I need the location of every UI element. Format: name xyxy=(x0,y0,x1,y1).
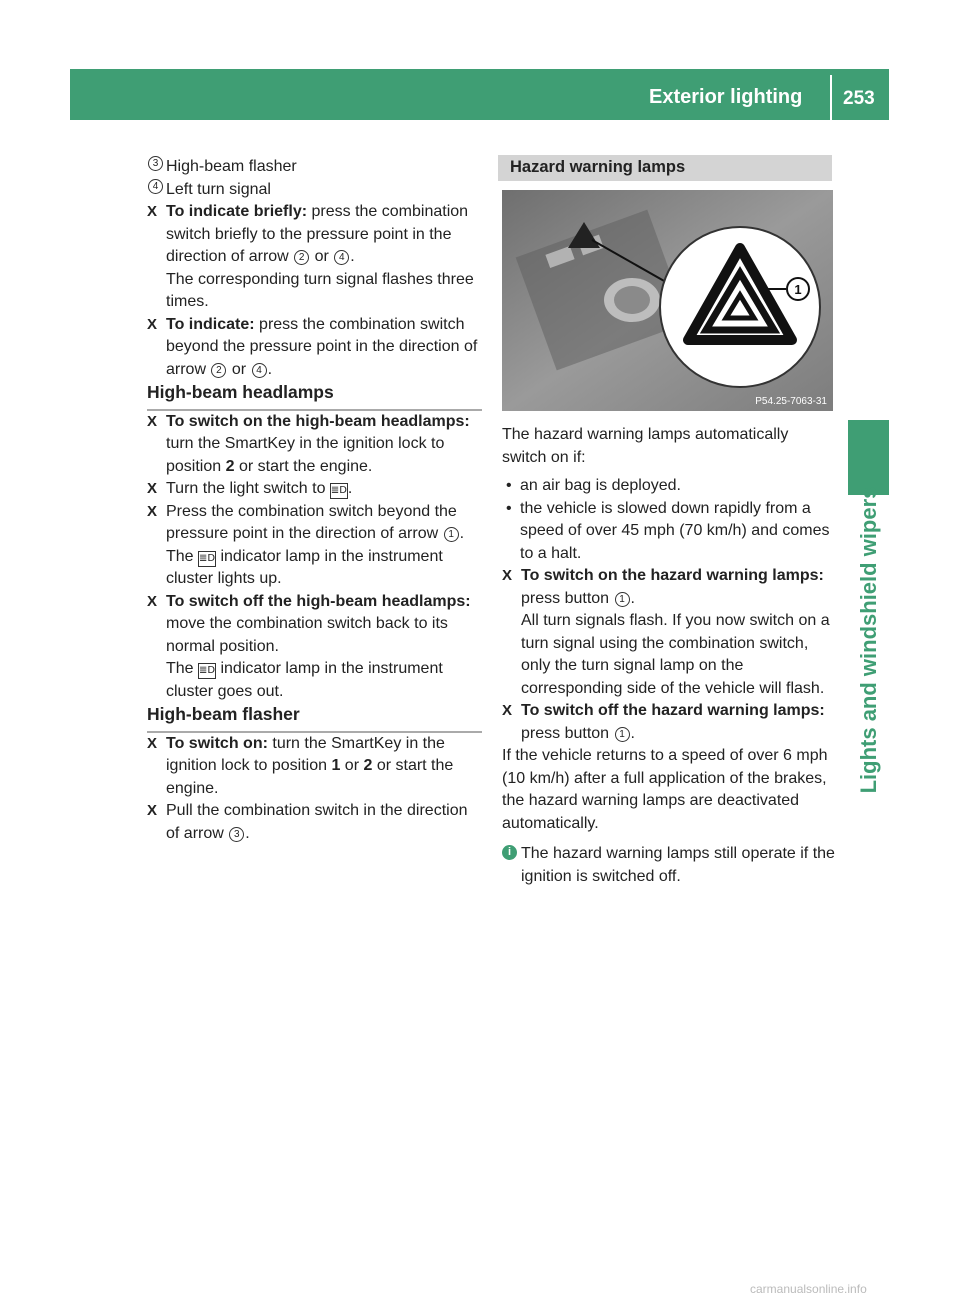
legend-item-4: 4 Left turn signal xyxy=(147,179,482,202)
chapter-tab xyxy=(848,420,889,495)
page-number: 253 xyxy=(843,88,875,109)
instruction-step: X Turn the light switch to ≣D. xyxy=(147,478,482,501)
figure-code: P54.25-7063-31 xyxy=(755,396,827,407)
instruction-step: X To switch on: turn the SmartKey in the ignition lock to position 1 or 2 or start the engine. xyxy=(147,734,454,797)
paragraph: If the vehicle returns to a speed of over 6 mph (10 km/h) after a full application of the brakes, the hazard warning lamps are deactivated automatically. xyxy=(502,747,828,832)
step-arrow-icon: X xyxy=(147,592,158,610)
list-item: • an air bag is deployed. xyxy=(506,477,681,494)
high-beam-icon: ≣D xyxy=(330,483,348,499)
instruction-step: X Press the combination switch beyond the pressure point in the direction of arrow 1 . The ≣D indicator lamp in the instrument cluster lights up. xyxy=(147,502,465,587)
instruction-step: X To switch off the high-beam headlamps: move the combination switch back to its normal position. The ≣D indicator lamp in the instrument cluster goes out. xyxy=(147,592,471,700)
list-item: • the vehicle is slowed down rapidly from a speed of over 45 mph (70 km/h) and comes to a halt. xyxy=(506,499,830,562)
step-arrow-icon: X xyxy=(147,734,158,752)
section-heading-hazard: Hazard warning lamps xyxy=(498,155,832,181)
info-icon: i xyxy=(502,845,517,860)
section-heading-high-beam-flasher: High-beam flasher xyxy=(147,703,482,733)
section-title: Exterior lighting xyxy=(649,86,803,108)
step-arrow-icon: X xyxy=(147,203,158,220)
left-column xyxy=(147,156,482,845)
step-arrow-icon: X xyxy=(147,502,158,520)
section-heading-high-beam-headlamps: High-beam headlamps xyxy=(147,381,482,411)
instruction-step: X Pull the combination switch in the direction of arrow 3 . xyxy=(147,802,468,842)
figure-callout-1: 1 xyxy=(794,282,802,297)
step-arrow-icon: X xyxy=(147,315,158,333)
step-arrow-icon: X xyxy=(147,480,158,497)
step-arrow-icon: X xyxy=(502,567,513,584)
high-beam-icon: ≣D xyxy=(198,663,216,679)
chapter-label: Lights and windshield wipers xyxy=(855,486,881,794)
step-arrow-icon: X xyxy=(147,802,158,819)
legend-item-3: 3 High-beam flasher xyxy=(147,156,482,179)
callout-4: 4 xyxy=(148,179,163,194)
high-beam-icon: ≣D xyxy=(198,551,216,567)
instruction-step: X To switch on the high-beam headlamps: turn the SmartKey in the ignition lock to position 2 or start the engine. xyxy=(147,412,470,475)
instruction-step: X To switch off the hazard warning lamps: press button 1 . xyxy=(502,702,825,742)
instruction-step: X To switch on the hazard warning lamps: press button 1 . All turn signals flash. If you now switch on a turn signal using the combination switch, only the turn signal lamp on the corresponding side of the vehicle will flash. xyxy=(502,567,830,697)
step-arrow-icon: X xyxy=(147,412,158,430)
header-divider xyxy=(830,75,832,120)
step-arrow-icon: X xyxy=(502,702,513,719)
hazard-button-figure xyxy=(502,190,833,411)
info-note: i The hazard warning lamps still operate if the ignition is switched off. xyxy=(502,843,835,888)
watermark-link[interactable]: carmanualsonline.info xyxy=(750,1282,867,1296)
instruction-step: X To indicate: press the combination switch beyond the pressure point in the direction of arrow 2 or 4 . xyxy=(147,315,478,378)
callout-3: 3 xyxy=(148,156,163,171)
instruction-step: X To indicate briefly: press the combination switch briefly to the pressure point in the direction of arrow 2 or 4 . The corresponding turn signal flashes three times. xyxy=(147,203,474,310)
right-column xyxy=(502,424,835,888)
intro-text: The hazard warning lamps automatically switch on if: xyxy=(502,426,789,466)
